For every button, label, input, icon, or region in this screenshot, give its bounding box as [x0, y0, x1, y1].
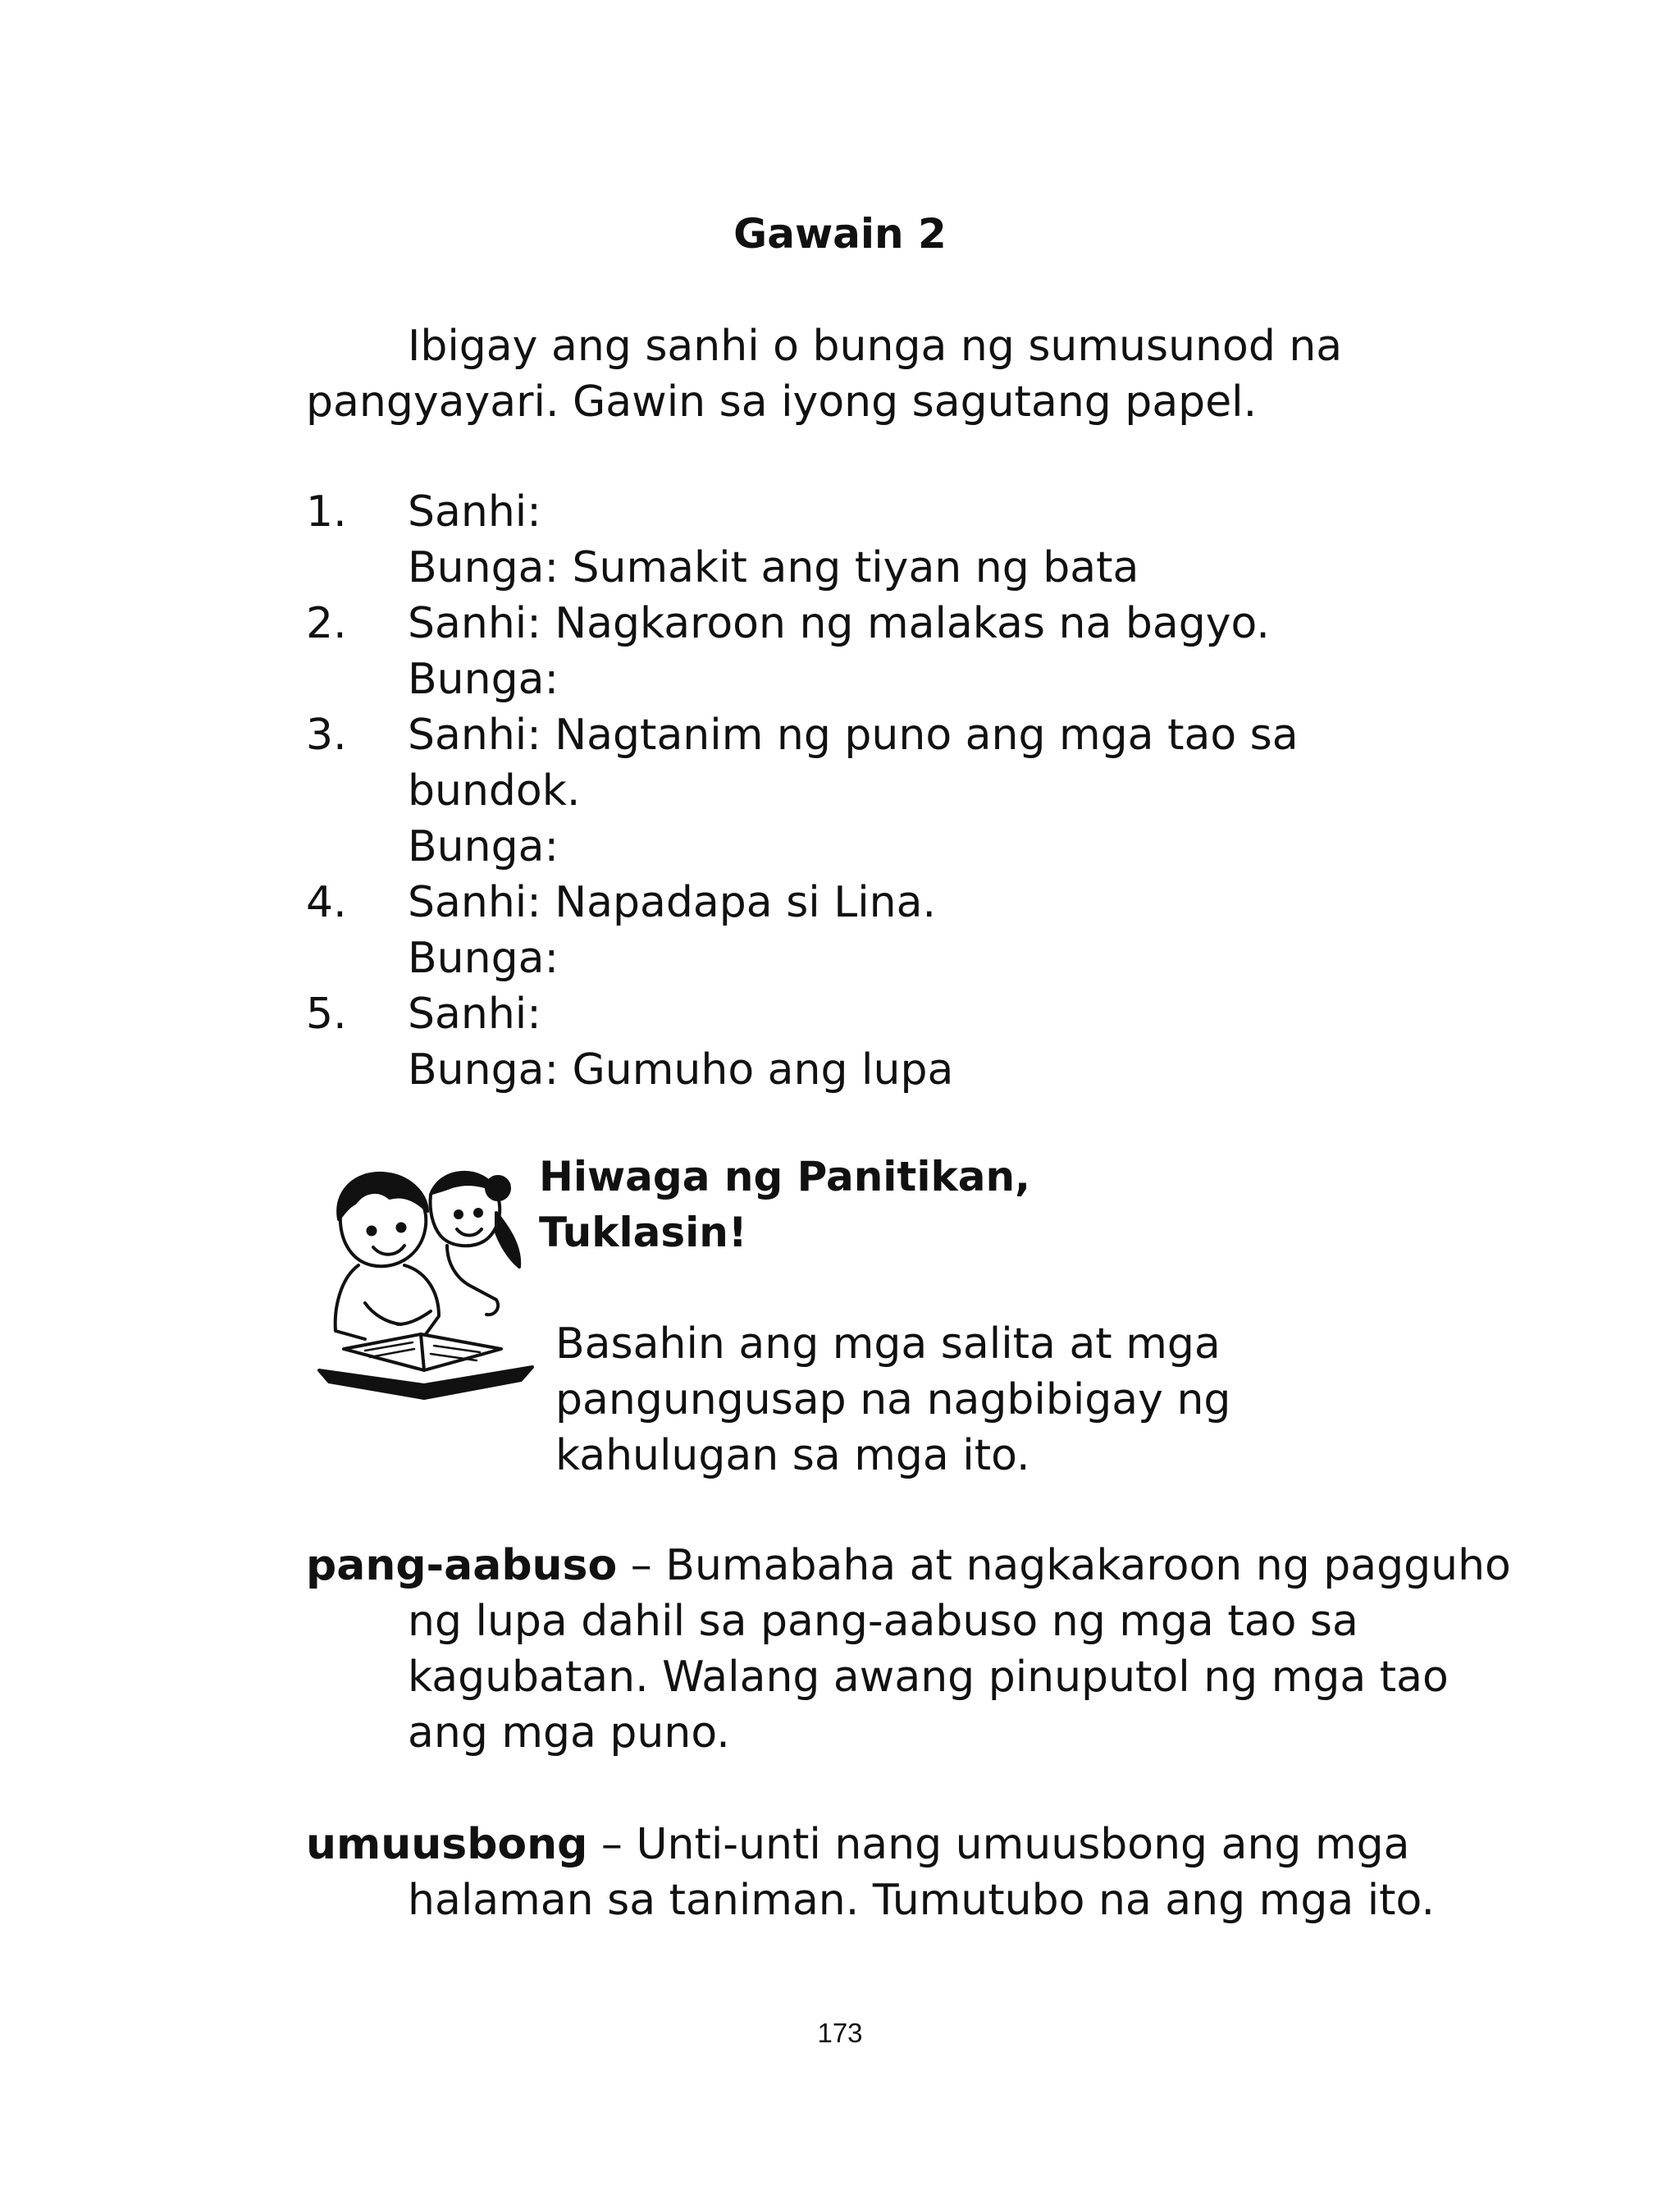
page-title: Gawain 2: [733, 210, 947, 258]
item-line: Sanhi: Napadapa si Lina.: [408, 878, 937, 927]
list-item: [306, 875, 1454, 986]
item-line: Sanhi:: [408, 990, 541, 1039]
item-line: Sanhi: Nagtanim ng puno ang mga tao sa: [408, 711, 1299, 760]
item-number: 4.: [306, 878, 347, 927]
item-line: Bunga:: [408, 655, 559, 704]
vocabulary-term: umuusbong: [306, 1820, 588, 1869]
item-number: 3.: [306, 711, 347, 760]
section-heading-line: Tuklasin!: [539, 1209, 747, 1256]
item-line: Sanhi:: [408, 487, 541, 537]
item-number: 2.: [306, 599, 347, 648]
vocabulary-entry: [306, 1817, 1532, 1928]
list-item: [306, 986, 1454, 1098]
children-reading-book-icon: [316, 1155, 537, 1401]
list-item: [306, 596, 1454, 707]
cause-effect-list: [306, 484, 1454, 1098]
section-heading: [539, 1149, 1030, 1260]
item-line: Bunga:: [408, 822, 559, 871]
section-intro-text: Basahin ang mga salita at mga pangungusap na nagbibigay ng kahulugan sa mga ito.: [555, 1319, 1231, 1480]
instructions-text: Ibigay ang sanhi o bunga ng sumusunod na pangyayari. Gawin sa iyong sagutang papel.: [306, 322, 1343, 427]
list-item: [306, 707, 1454, 875]
item-line: Bunga: Sumakit ang tiyan ng bata: [408, 543, 1139, 592]
list-item: [306, 484, 1454, 596]
page-number: 173: [817, 2018, 863, 2048]
vocabulary-term: pang-aabuso: [306, 1541, 618, 1590]
vocabulary-entry: [306, 1538, 1532, 1761]
item-line: Sanhi: Nagkaroon ng malakas na bagyo.: [408, 599, 1270, 648]
vocabulary-definition: – Unti-unti nang umuusbong ang mga halaman sa taniman. Tumutubo na ang mga ito.: [408, 1820, 1435, 1925]
vocabulary-definition: – Bumabaha at nagkakaroon ng pagguho ng lupa dahil sa pang-aabuso ng mga tao sa kagubatan. Walang awang pinuputol ng mga tao ang mga puno.: [408, 1541, 1511, 1758]
item-line: Bunga: Gumuho ang lupa: [408, 1045, 954, 1095]
item-number: 5.: [306, 990, 347, 1039]
item-line: Bunga:: [408, 934, 559, 983]
item-number: 1.: [306, 487, 347, 537]
section-heading-line: Hiwaga ng Panitikan,: [539, 1153, 1031, 1200]
item-line: bundok.: [408, 766, 581, 816]
